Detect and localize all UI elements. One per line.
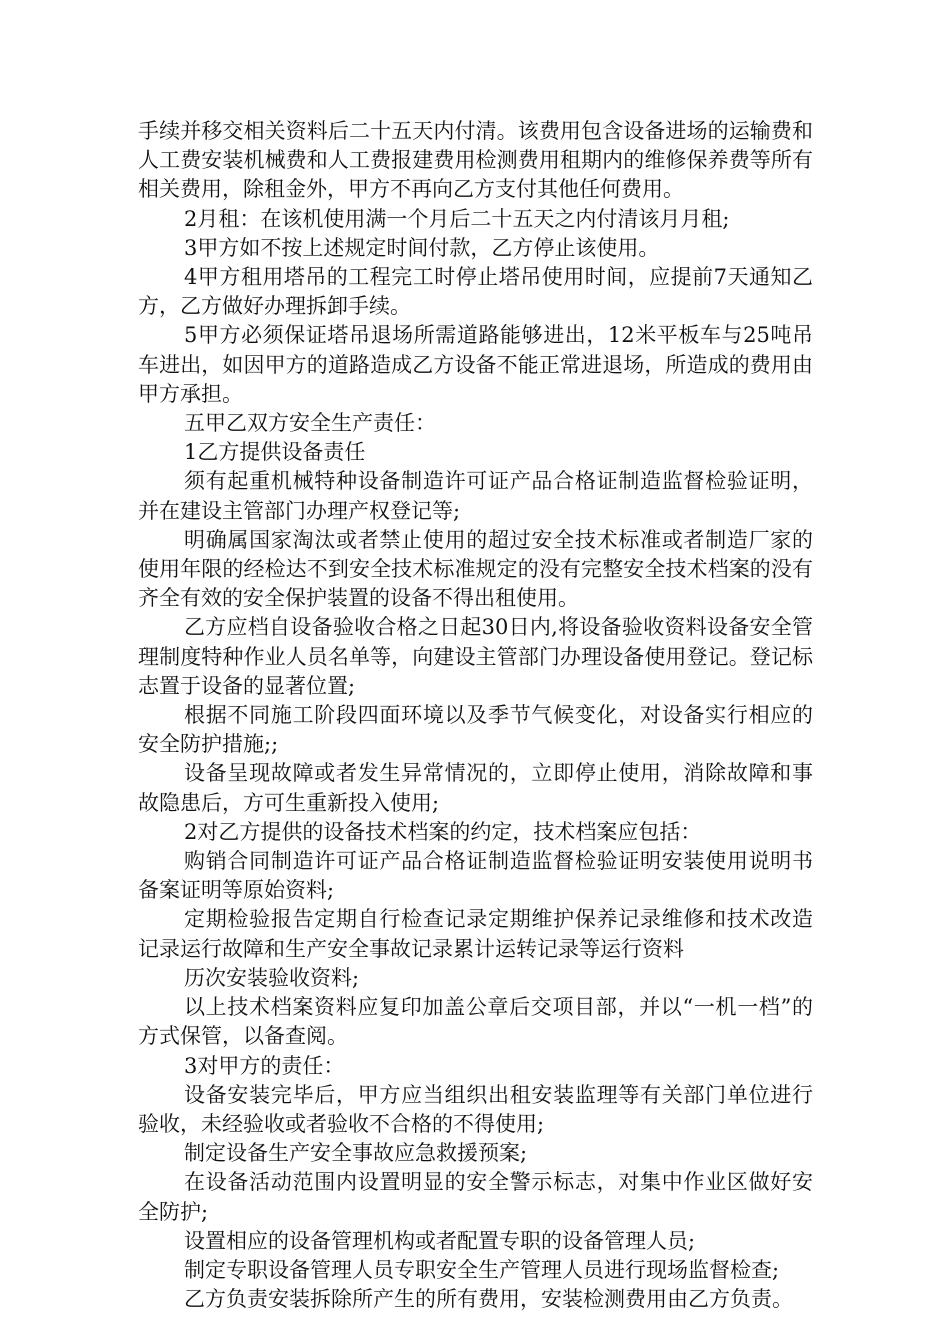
document-body bbox=[138, 117, 813, 1314]
paragraph-24: 乙方负责安装拆除所产生的所有费用，安装检测费用由乙方负责。 bbox=[184, 1287, 793, 1312]
paragraph-12: 设备呈现故障或者发生异常情况的，立即停止使用，消除故障和事故隐患后，方可生重新投入使用; bbox=[138, 761, 813, 815]
paragraph-14: 购销合同制造许可证产品合格证制造监督检验证明安装使用说明书备案证明等原始资料; bbox=[138, 849, 813, 903]
paragraph-21: 在设备活动范围内设置明显的安全警示标志，对集中作业区做好安全防护; bbox=[138, 1170, 813, 1224]
paragraph-11: 根据不同施工阶段四面环境以及季节气候变化，对设备实行相应的安全防护措施;; bbox=[138, 703, 813, 757]
paragraph-2: 2月租：在该机使用满一个月后二十五天之内付清该月月租; bbox=[184, 206, 730, 231]
paragraph-17: 以上技术档案资料应复印加盖公章后交项目部，并以“一机一档”的方式保管，以备查阅。 bbox=[138, 995, 813, 1049]
paragraph-22: 设置相应的设备管理机构或者配置专职的设备管理人员; bbox=[184, 1228, 696, 1253]
paragraph-16: 历次安装验收资料; bbox=[184, 965, 360, 990]
subsection-heading-2: 2对乙方提供的设备技术档案的约定，技术档案应包括： bbox=[184, 819, 702, 844]
paragraph-1: 手续并移交相关资料后二十五天内付清。该费用包含设备进场的运输费和人工费安装机械费和人工费报建费用检测费用租期内的维修保养费等所有相关费用，除租金外，甲方不再向乙方支付其他任何费用。 bbox=[138, 119, 813, 202]
paragraph-15: 定期检验报告定期自行检查记录定期维护保养记录维修和技术改造记录运行故障和生产安全事故记录累计运转记录等运行资料 bbox=[138, 907, 813, 961]
paragraph-3: 3甲方如不按上述规定时间付款，乙方停止该使用。 bbox=[184, 235, 660, 260]
paragraph-8: 须有起重机械特种设备制造许可证产品合格证制造监督检验证明，并在建设主管部门办理产权登记等; bbox=[138, 469, 813, 523]
subsection-heading-1: 1乙方提供设备责任 bbox=[184, 440, 366, 465]
paragraph-9: 明确属国家淘汰或者禁止使用的超过安全技术标准或者制造厂家的使用年限的经检达不到安全技术标准规定的没有完整安全技术档案的没有齐全有效的安全保护装置的设备不得出租使用。 bbox=[138, 527, 813, 611]
paragraph-23: 制定专职设备管理人员专职安全生产管理人员进行现场监督检查; bbox=[184, 1257, 780, 1282]
section-heading-5: 五甲乙双方安全生产责任： bbox=[184, 411, 436, 436]
paragraph-10: 乙方应档自设备验收合格之日起30日内,将设备验收资料设备安全管理制度特种作业人员名单等，向建设主管部门办理设备使用登记。登记标志置于设备的显著位置; bbox=[138, 615, 813, 698]
paragraph-5: 5甲方必须保证塔吊退场所需道路能够进出，12米平板车与25吨吊车进出，如因甲方的道路造成乙方设备不能正常进退场，所造成的费用由甲方承担。 bbox=[138, 323, 813, 406]
paragraph-20: 制定设备生产安全事故应急救援预案; bbox=[184, 1141, 528, 1166]
paragraph-4: 4甲方租用塔吊的工程完工时停止塔吊使用时间，应提前7天通知乙方，乙方做好办理拆卸手续。 bbox=[138, 265, 813, 319]
paragraph-19: 设备安装完毕后，甲方应当组织出租安装监理等有关部门单位进行验收，未经验收或者验收不合格的不得使用; bbox=[138, 1082, 813, 1136]
subsection-heading-3: 3对甲方的责任： bbox=[184, 1053, 345, 1078]
